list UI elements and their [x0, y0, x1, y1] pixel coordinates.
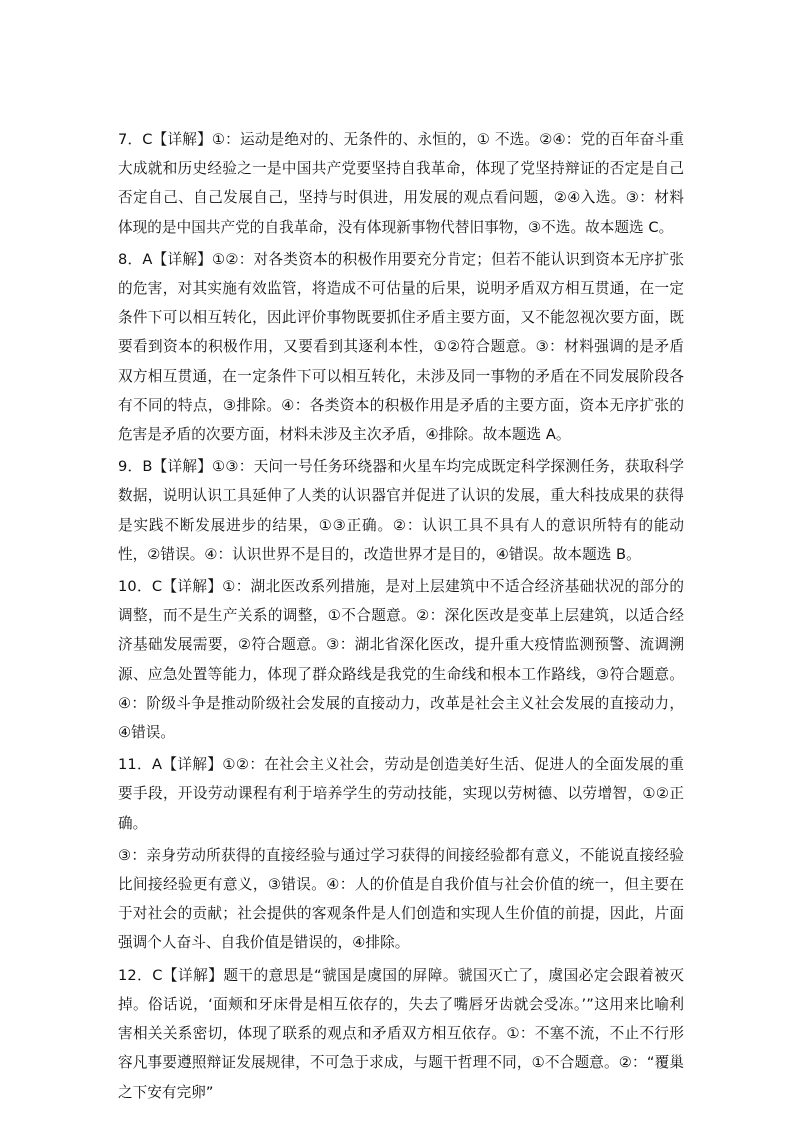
answer-explanations [118, 125, 684, 1110]
answer-11-explanation: 11．A【详解】①②：在社会主义社会，劳动是创造美好生活、促进人的全面发展的重要手段，开设劳动课程有利于培养学生的劳动技能，实现以劳树德、以劳增智，①②正确。 [118, 756, 684, 832]
answer-9-explanation: 9．B【详解】①③：天问一号任务环绕器和火星车均完成既定科学探测任务，获取科学数据，说明认识工具延伸了人类的认识器官并促进了认识的发展，重大科技成果的获得是实践不断发展进步的结果，①③正确。②：认识工具不具有人的意识所特有的能动性，②错误。④：认识世界不是目的，改造世界才是目的，④错误。故本题选 B。 [118, 458, 684, 563]
answer-10-explanation: 10．C【详解】①：湖北医改系列措施，是对上层建筑中不适合经济基础状况的部分的调整，而不是生产关系的调整，①不合题意。②：深化医改是变革上层建筑，以适合经济基础发展需要，②符合题意。③：湖北省深化医改，提升重大疫情监测预警、流调溯源、应急处置等能力，体现了群众路线是我党的生命线和根本工作路线，③符合题意。④：阶级斗争是推动阶级社会发展的直接动力，改革是社会主义社会发展的直接动力，④错误。 [118, 578, 684, 742]
answer-8-explanation: 8．A【详解】①②：对各类资本的积极作用要充分肯定；但若不能认识到资本无序扩张的危害，对其实施有效监管，将造成不可估量的后果，说明矛盾双方相互贯通，在一定条件下可以相互转化，因此评价事物既要抓住矛盾主要方面，又不能忽视次要方面，既要看到资本的积极作用，又要看到其逐利本性，①②符合题意。③：材料强调的是矛盾双方相互贯通，在一定条件下可以相互转化，未涉及同一事物的矛盾在不同发展阶段各有不同的特点，③排除。④：各类资本的积极作用是矛盾的主要方面，资本无序扩张的危害是矛盾的次要方面，材料未涉及主次矛盾，④排除。故本题选 A。 [118, 250, 684, 444]
answer-12-explanation: 12．C【详解】题干的意思是“虢国是虞国的屏障。虢国灭亡了，虞国必定会跟着被灭掉。俗话说，‘面颊和牙床骨是相互依存的，失去了嘴唇牙齿就会受冻。’”这用来比喻利害相关关系密切，体现了联系的观点和矛盾双方相互依存。①：不塞不流，不止不行形容凡事要遵照辩证发展规律，不可急于求成，与题干哲理不同，①不合题意。②：“覆巢之下安有完卵” [118, 966, 684, 1101]
answer-7-explanation: 7．C【详解】①：运动是绝对的、无条件的、永恒的，① 不选。②④：党的百年奋斗重大成就和历史经验之一是中国共产党要坚持自我革命，体现了党坚持辩证的否定是自己否定自己、自己发展自己，坚持与时俱进，用发展的观点看问题，②④入选。③：材料体现的是中国共产党的自我革命，没有体现新事物代替旧事物，③不选。故本题选 C。 [118, 131, 684, 236]
answer-11-explanation-continued: ③：亲身劳动所获得的直接经验与通过学习获得的间接经验都有意义，不能说直接经验比间接经验更有意义，③错误。④：人的价值是自我价值与社会价值的统一，但主要在于对社会的贡献；社会提供的客观条件是人们创造和实现人生价值的前提，因此，片面强调个人奋斗、自我价值是错误的，④排除。 [118, 846, 684, 952]
